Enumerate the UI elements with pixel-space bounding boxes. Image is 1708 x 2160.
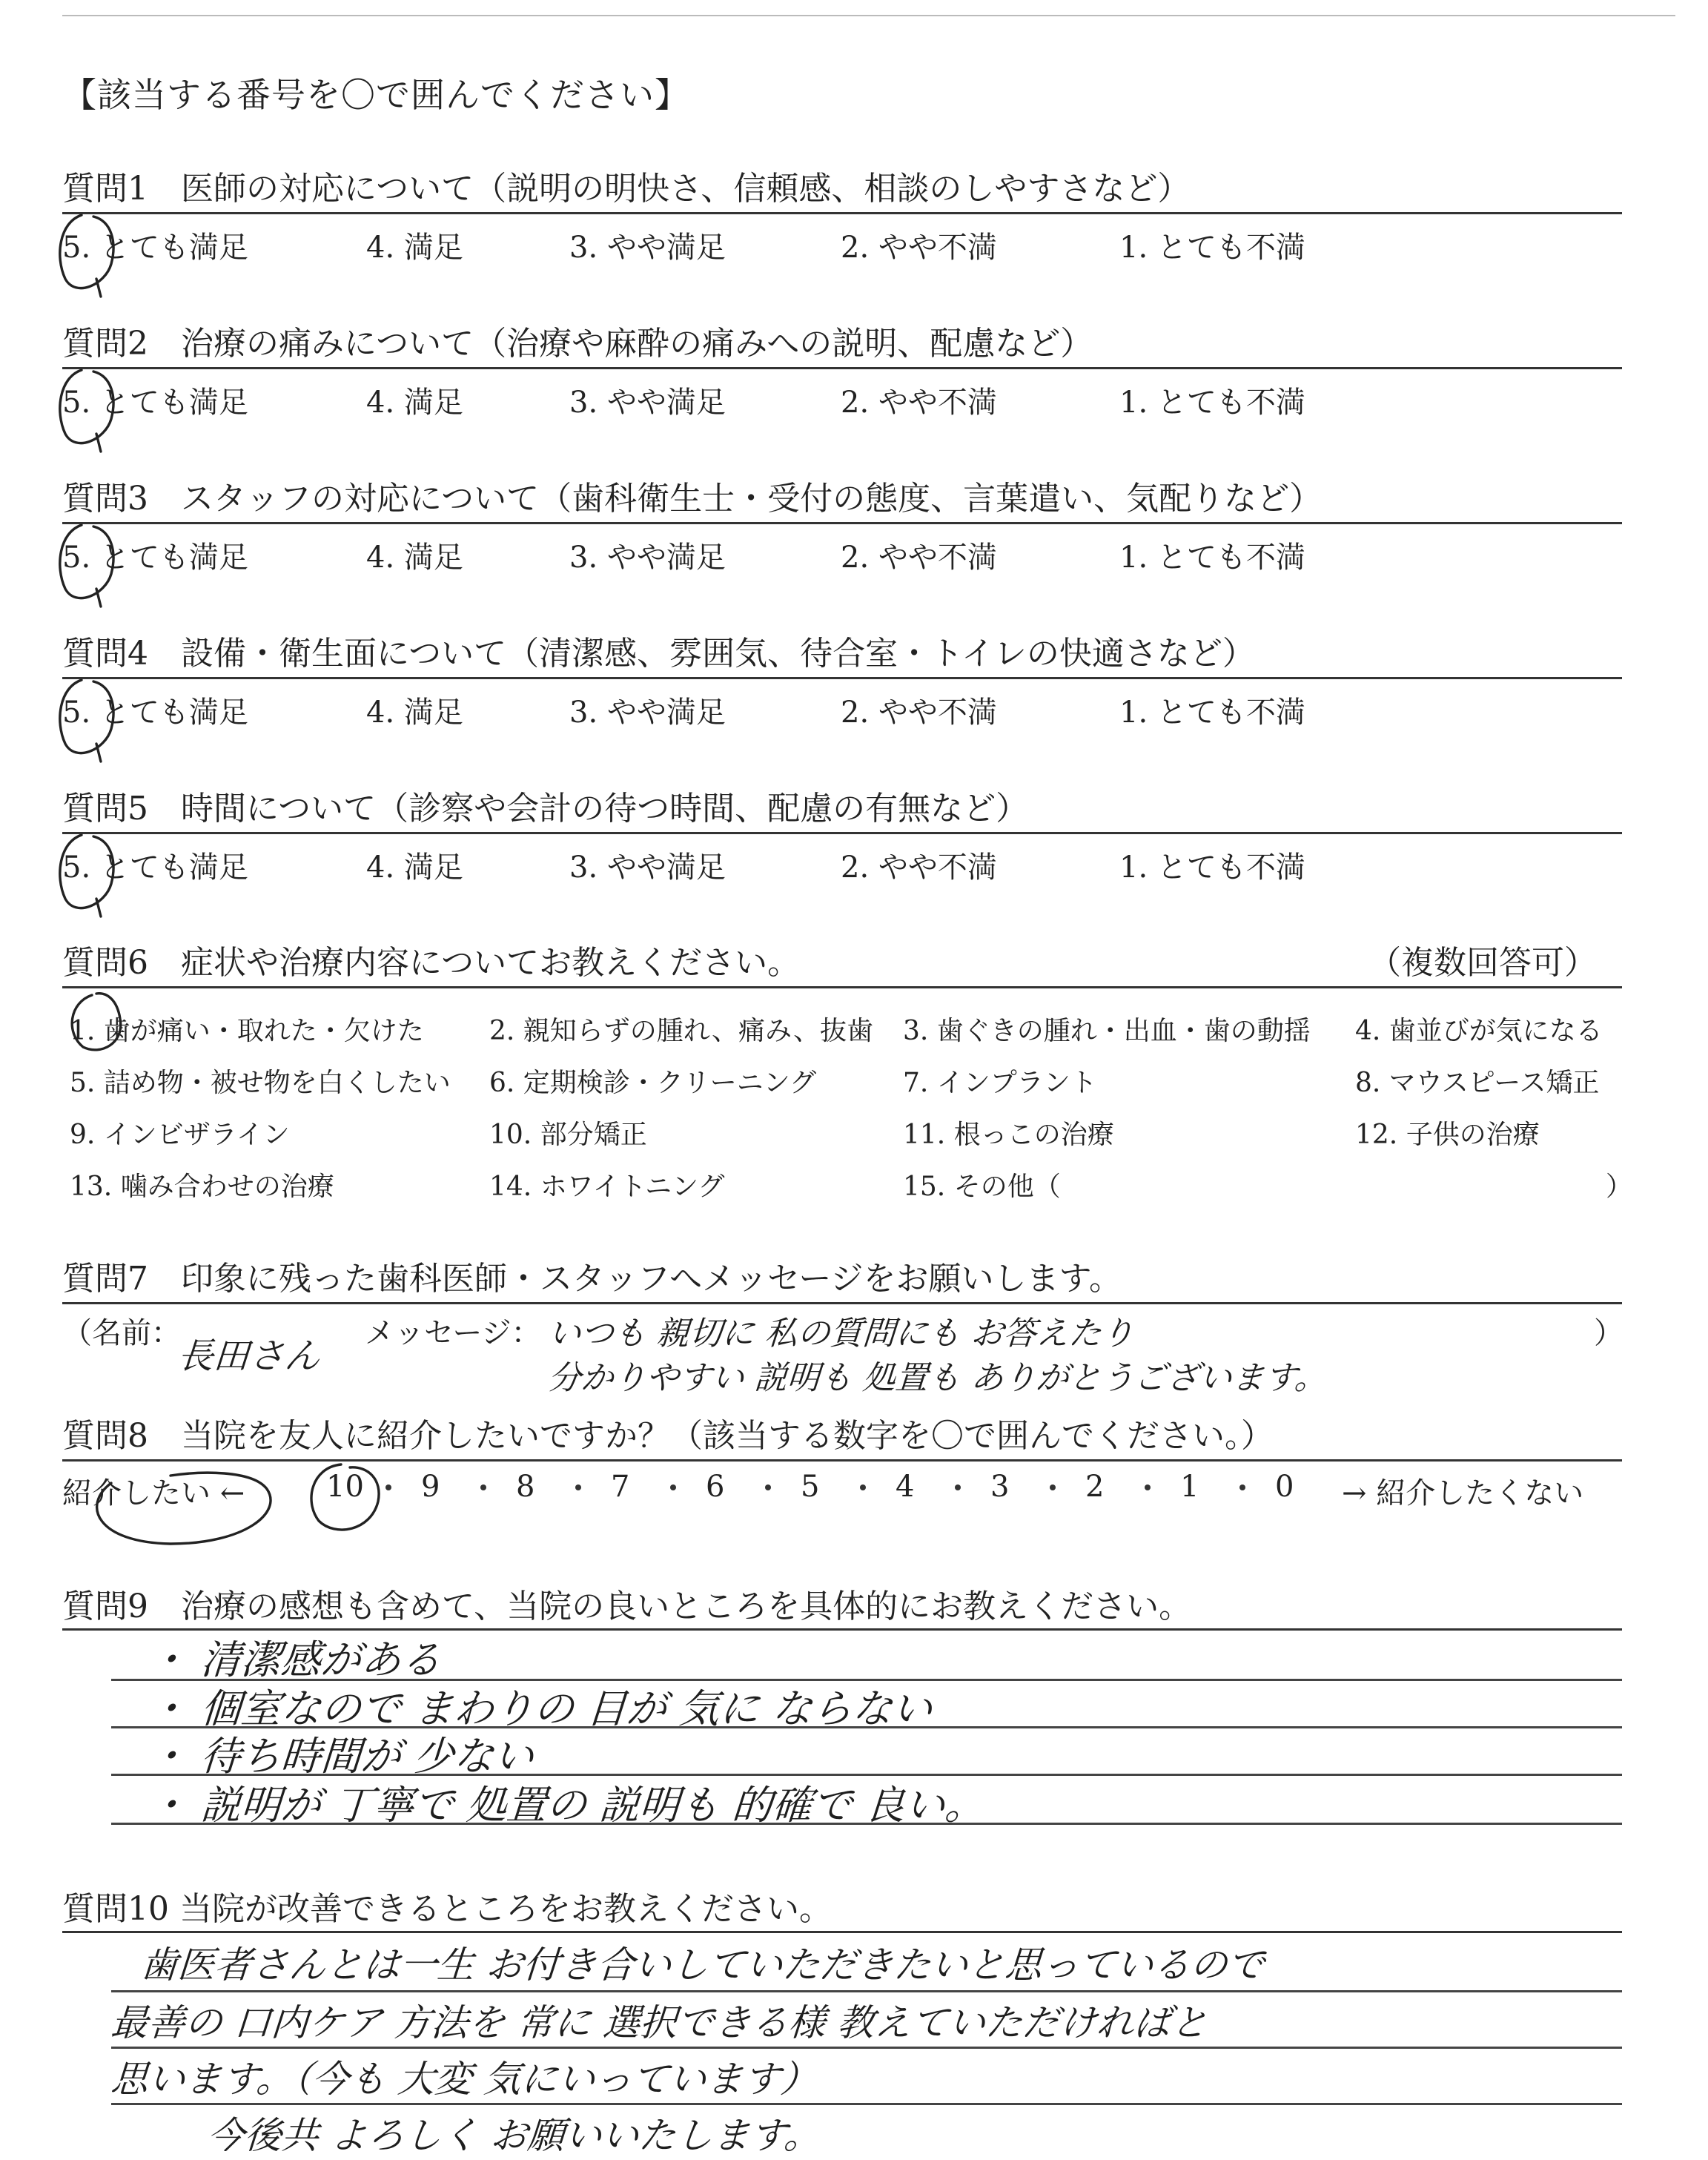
q1-option-4[interactable]: 4. 満足 (366, 231, 463, 265)
q3-option-2[interactable]: 2. やや不満 (841, 541, 997, 575)
q8-scale-separator (1050, 1484, 1056, 1490)
q5-option-3[interactable]: 3. やや満足 (569, 851, 726, 885)
q8-answer-circle-10 (297, 1450, 393, 1546)
q3-rule (62, 522, 1622, 524)
q1-option-2[interactable]: 2. やや不満 (841, 231, 997, 265)
q2-option-3[interactable]: 3. やや満足 (569, 386, 726, 420)
q1-option-5[interactable]: 5. とても満足 (62, 231, 248, 265)
q6-option-5[interactable]: 5. 詰め物・被せ物を白くしたい (70, 1068, 451, 1098)
q8-scale-separator (765, 1484, 771, 1490)
q8-scale-1[interactable]: 1 (1180, 1470, 1199, 1504)
q5-title: 質問5 時間について（診察や会計の待つ時間、配慮の有無など） (62, 790, 1029, 828)
q5-option-2[interactable]: 2. やや不満 (841, 851, 997, 885)
q3-option-1[interactable]: 1. とても不満 (1119, 541, 1305, 575)
q10-answer-line: 思います。（今も 大変 気にいっています） (109, 2058, 819, 2101)
top-scan-border (62, 15, 1675, 16)
q6-option-12[interactable]: 12. 子供の治療 (1355, 1120, 1540, 1150)
q5-option-4[interactable]: 4. 満足 (366, 851, 463, 885)
q9-answer-line: ・ 個室なので まわりの 目が 気に ならない (146, 1685, 934, 1732)
q6-option-14[interactable]: 14. ホワイトニング (489, 1172, 725, 1202)
q9-answer-line: ・ 待ち時間が 少ない (146, 1733, 536, 1780)
q8-scale-8[interactable]: 8 (516, 1470, 535, 1504)
q2-rule (62, 367, 1622, 369)
q8-scale-10[interactable]: 10 (326, 1470, 364, 1504)
q2-option-5[interactable]: 5. とても満足 (62, 386, 248, 420)
q4-option-3[interactable]: 3. やや満足 (569, 696, 726, 730)
q5-option-5[interactable]: 5. とても満足 (62, 851, 248, 885)
q1-answer-circle-5 (49, 205, 123, 301)
q9-title: 質問9 治療の感想も含めて、当院の良いところを具体的にお教えください。 (62, 1588, 1192, 1625)
q2-answer-circle-5 (49, 360, 123, 456)
q4-option-2[interactable]: 2. やや不満 (841, 696, 997, 730)
q7-close-paren: ） (1594, 1316, 1623, 1350)
q8-scale-separator (480, 1484, 486, 1490)
q3-option-3[interactable]: 3. やや満足 (569, 541, 726, 575)
q2-option-4[interactable]: 4. 満足 (366, 386, 463, 420)
q8-scale-separator (1239, 1484, 1245, 1490)
q8-scale-6[interactable]: 6 (706, 1470, 725, 1504)
q6-option-10[interactable]: 10. 部分矯正 (489, 1120, 647, 1150)
q10-answer-line: 今後共 よろしく お願いいたします。 (205, 2114, 823, 2157)
q4-title: 質問4 設備・衛生面について（清潔感、雰囲気、待合室・トイレの快適さなど） (62, 635, 1255, 673)
q6-option-8[interactable]: 8. マウスピース矯正 (1355, 1068, 1600, 1098)
q8-scale-3[interactable]: 3 (990, 1470, 1010, 1504)
q2-option-1[interactable]: 1. とても不満 (1119, 386, 1305, 420)
q7-name-label: （名前： (62, 1316, 181, 1350)
q7-message-handwritten-line2: 分かりやすい 説明も 処置も ありがとうございます。 (546, 1359, 1328, 1397)
q3-title: 質問3 スタッフの対応について（歯科衛生士・受付の態度、言葉遣い、気配りなど） (62, 480, 1323, 518)
q1-title: 質問1 医師の対応について（説明の明快さ、信頼感、相談のしやすさなど） (62, 170, 1191, 208)
q6-option-9[interactable]: 9. インビザライン (70, 1120, 290, 1150)
q8-title: 質問8 当院を友人に紹介したいですか？（該当する数字を〇で囲んでください。） (62, 1417, 1274, 1455)
q10-answer-line: 最善の 口内ケア 方法を 常に 選択できる様 教えていただければと (109, 2001, 1210, 2044)
q4-answer-circle-5 (49, 670, 123, 766)
q9-answer-line: ・ 清潔感がある (146, 1636, 443, 1683)
q8-scale-separator (575, 1484, 581, 1490)
q8-scale-5[interactable]: 5 (801, 1470, 820, 1504)
q7-message-label: メッセージ： (365, 1316, 541, 1350)
q8-left-label-circle (82, 1453, 289, 1565)
q6-option-3[interactable]: 3. 歯ぐきの腫れ・出血・歯の動揺 (903, 1016, 1311, 1046)
q4-option-1[interactable]: 1. とても不満 (1119, 696, 1305, 730)
q8-scale-7[interactable]: 7 (611, 1470, 630, 1504)
q8-scale-9[interactable]: 9 (421, 1470, 440, 1504)
q6-option-close-paren: ） (1606, 1172, 1633, 1202)
q8-scale-2[interactable]: 2 (1085, 1470, 1105, 1504)
q3-answer-circle-5 (49, 515, 123, 611)
q2-title: 質問2 治療の痛みについて（治療や麻酔の痛みへの説明、配慮など） (62, 325, 1093, 363)
q1-option-1[interactable]: 1. とても不満 (1119, 231, 1305, 265)
q8-scale-separator (670, 1484, 676, 1490)
instruction-heading: 【該当する番号を〇で囲んでください】 (62, 75, 689, 115)
q6-option-2[interactable]: 2. 親知らずの腫れ、痛み、抜歯 (489, 1016, 874, 1046)
q10-answer-line: 歯医者さんとは一生 お付き合いしていただきたいと思っているので (139, 1943, 1266, 1986)
q8-left-label: 紹介したい ← (62, 1476, 245, 1510)
q6-title: 質問6 症状や治療内容についてお教えください。 (62, 944, 801, 982)
q6-option-4[interactable]: 4. 歯並びが気になる (1355, 1016, 1603, 1046)
q8-scale-separator (955, 1484, 961, 1490)
q1-rule (62, 212, 1622, 214)
q5-answer-circle-5 (49, 825, 123, 921)
q4-rule (62, 677, 1622, 679)
q10-rule (62, 1931, 1622, 1933)
q6-option-7[interactable]: 7. インプラント (903, 1068, 1097, 1098)
q4-option-4[interactable]: 4. 満足 (366, 696, 463, 730)
q5-rule (62, 832, 1622, 834)
q10-writing-line (111, 2103, 1622, 2105)
q8-scale-0[interactable]: 0 (1275, 1470, 1294, 1504)
q8-scale-4[interactable]: 4 (896, 1470, 915, 1504)
q7-rule (62, 1302, 1622, 1304)
q3-option-4[interactable]: 4. 満足 (366, 541, 463, 575)
q10-writing-line (111, 1990, 1622, 1992)
q6-rule (62, 986, 1622, 988)
q6-option-1[interactable]: 1. 歯が痛い・取れた・欠けた (70, 1016, 424, 1046)
q6-answer-circle-1 (62, 973, 136, 1062)
q8-right-label: → 紹介したくない (1342, 1476, 1584, 1510)
q7-message-handwritten-line1: いつも 親切に 私の質問にも お答えたり (546, 1315, 1136, 1353)
q5-option-1[interactable]: 1. とても不満 (1119, 851, 1305, 885)
q1-option-3[interactable]: 3. やや満足 (569, 231, 726, 265)
q8-scale-separator (1145, 1484, 1151, 1490)
q7-name-handwritten: 長田さん (176, 1335, 322, 1377)
q3-option-5[interactable]: 5. とても満足 (62, 541, 248, 575)
q8-scale-separator (860, 1484, 866, 1490)
q6-option-13[interactable]: 13. 噛み合わせの治療 (70, 1172, 334, 1202)
q6-option-6[interactable]: 6. 定期検診・クリーニング (489, 1068, 817, 1098)
q6-option-11[interactable]: 11. 根っこの治療 (903, 1120, 1114, 1150)
q2-option-2[interactable]: 2. やや不満 (841, 386, 997, 420)
q10-writing-line (111, 2047, 1622, 2049)
q4-option-5[interactable]: 5. とても満足 (62, 696, 248, 730)
q6-option-15[interactable]: 15. その他（ (903, 1172, 1061, 1202)
q9-answer-line: ・ 説明が 丁寧で 処置の 説明も 的確で 良い。 (146, 1782, 987, 1829)
q6-multi-answer-note: （複数回答可） (1368, 944, 1597, 982)
q10-title: 質問10 当院が改善できるところをお教えください。 (62, 1890, 832, 1928)
q7-title: 質問7 印象に残った歯科医師・スタッフへメッセージをお願いします。 (62, 1260, 1122, 1298)
